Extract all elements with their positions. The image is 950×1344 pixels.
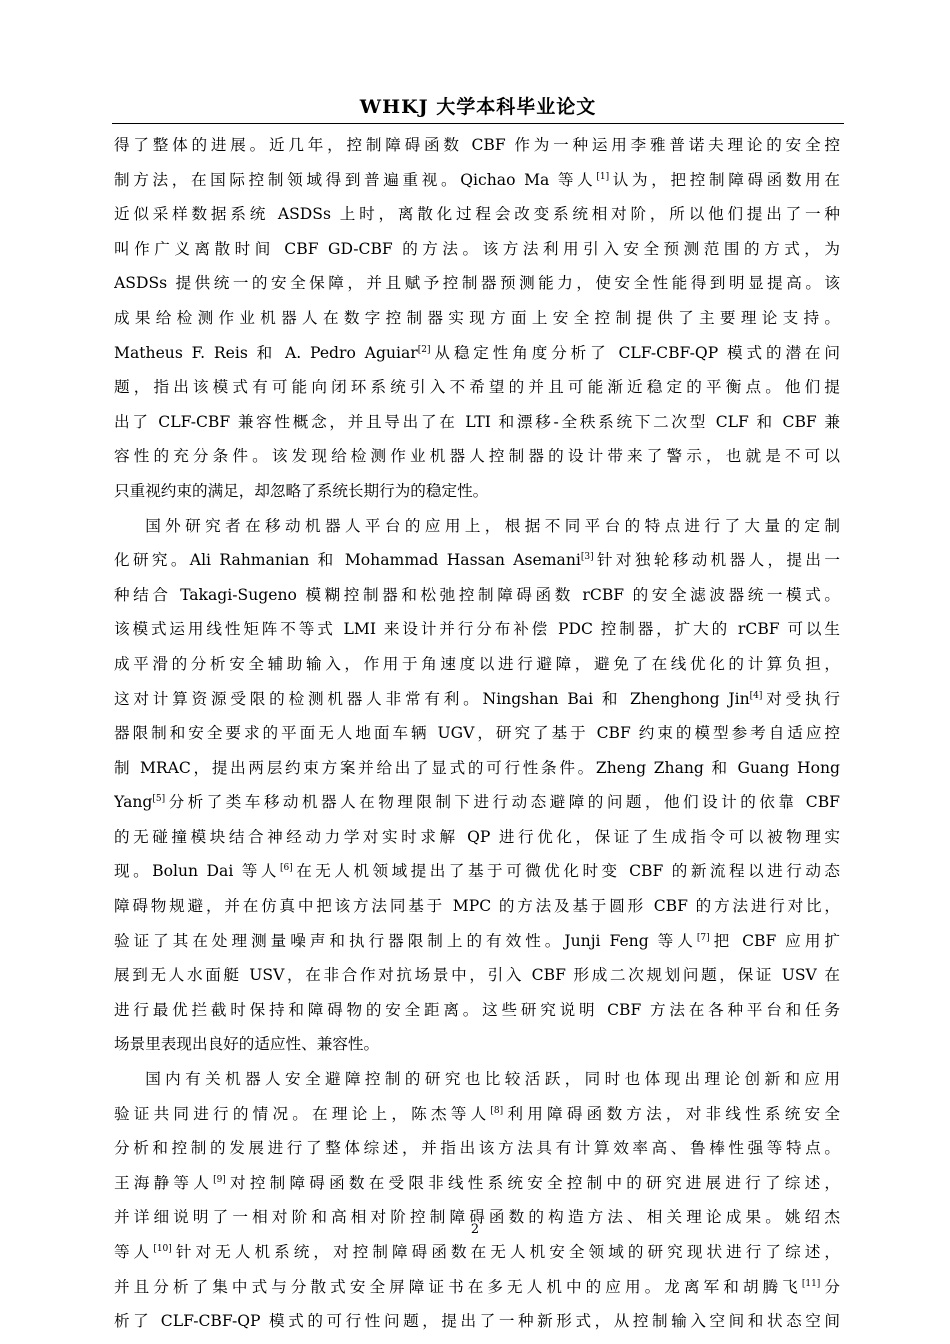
citation-marker: [9] — [213, 1174, 226, 1185]
text-line: 展到无人水面艇 USV，在非合作对抗场景中，引入 CBF 形成二次规划问题，保证 USV 在 — [114, 966, 840, 985]
text-line: 障碍物规避，并在仿真中把该方法同基于 MPC 的方法及基于圆形 CBF 的方法进行对比， — [114, 897, 840, 916]
text-line: 分析和控制的发展进行了整体综述，并指出该方法具有计算效率高、鲁棒性强等特点。 — [114, 1139, 840, 1158]
text-line: 得了整体的进展。近几年，控制障碍函数 CBF 作为一种运用李雅普诺夫理论的安全控 — [114, 136, 840, 154]
text-line: Yang[5]分析了类车移动机器人在物理限制下进行动态避障的问题，他们设计的依靠 CBF — [114, 793, 840, 812]
header-rule — [112, 123, 844, 124]
text-line: 进行最优拦截时保持和障碍物的安全距离。这些研究说明 CBF 方法在各种平台和任务 — [114, 1000, 840, 1019]
text-line: 的无碰撞模块结合神经动力学对实时求解 QP 进行优化，保证了生成指令可以被物理实 — [114, 827, 840, 846]
text-line: 容性的充分条件。该发现给检测作业机器人控制器的设计带来了警示，也就是不可以 — [114, 447, 840, 466]
body-text — [114, 128, 840, 1339]
text-line: 器限制和安全要求的平面无人地面车辆 UGV，研究了基于 CBF 约束的模型参考自适应控 — [114, 724, 840, 743]
text-line: 只重视约束的满足，却忽略了系统长期行为的稳定性。 — [114, 481, 489, 500]
text-line: 验证了其在处理测量噪声和执行器限制上的有效性。Junji Feng 等人[7]把 CBF 应用扩 — [114, 931, 840, 950]
text-line: 等人[10]针对无人机系统，对控制障碍函数在无人机安全领域的研究现状进行了综述， — [114, 1243, 840, 1261]
citation-marker: [2] — [417, 344, 431, 355]
text-line: 题，指出该模式有可能向闭环系统引入不希望的并且可能渐近稳定的平衡点。他们提 — [114, 378, 840, 397]
text-line: 叫作广义离散时间 CBF GD-CBF 的方法。该方法利用引入安全预测范围的方式，为 — [114, 239, 840, 258]
text-line: 成平滑的分析安全辅助输入，作用于角速度以进行避障，避免了在线优化的计算负担， — [114, 654, 840, 673]
text-line: 国内有关机器人安全避障控制的研究也比较活跃，同时也体现出理论创新和应用 — [145, 1070, 840, 1089]
text-line: 析了 CLF-CBF-QP 模式的可行性问题，提出了一种新形式，从控制输入空间和状态空间 — [114, 1312, 840, 1331]
citation-marker: [1] — [596, 171, 610, 182]
text-line: 种结合 Takagi-Sugeno 模糊控制器和松弛控制障碍函数 rCBF 的安全滤波器统一模式。 — [114, 585, 840, 604]
text-line: 该模式运用线性矩阵不等式 LMI 来设计并行分布补偿 PDC 控制器，扩大的 rCBF 可以生 — [114, 620, 840, 639]
text-line: 化研究。Ali Rahmanian 和 Mohammad Hassan Asemani[3]针对独轮移动机器人，提出一 — [114, 551, 840, 570]
text-line: 制 MRAC，提出两层约束方案并给出了显式的可行性条件。Zheng Zhang 和 Guang Hong — [114, 758, 840, 777]
text-line: 并且分析了集中式与分散式安全屏障证书在多无人机中的应用。龙离军和胡腾飞[11]分 — [114, 1277, 840, 1296]
text-line: 近似采样数据系统 ASDSs 上时，离散化过程会改变系统相对阶，所以他们提出了一种 — [114, 205, 840, 224]
running-header: WHKJ 大学本科毕业论文 — [359, 96, 597, 118]
citation-marker: [8] — [490, 1105, 504, 1116]
text-line: 成果给检测作业机器人在数字控制器实现方面上安全控制提供了主要理论支持。 — [114, 308, 840, 327]
text-line: ASDSs 提供统一的安全保障，并且赋予控制器预测能力，使安全性能得到明显提高。该 — [114, 274, 840, 293]
text-line: 国外研究者在移动机器人平台的应用上，根据不同平台的特点进行了大量的定制 — [145, 516, 840, 535]
text-line: 出了 CLF-CBF 兼容性概念，并且导出了在 LTI 和漂移-全秩系统下二次型 CLF 和 CBF 兼 — [114, 412, 840, 431]
citation-marker: [10] — [153, 1243, 172, 1254]
citation-marker: [11] — [801, 1278, 821, 1289]
citation-marker: [3] — [580, 551, 594, 562]
text-line: 现。Bolun Dai 等人[6]在无人机领域提出了基于可微优化时变 CBF 的新流程以进行动态 — [114, 862, 840, 881]
citation-marker: [7] — [696, 932, 710, 943]
text-line: 并详细说明了一相对阶和高相对阶控制障碍函数的构造方法、相关理论成果。姚绍杰 — [114, 1208, 840, 1227]
text-line: 王海静等人[9]对控制障碍函数在受限非线性系统安全控制中的研究进展进行了综述， — [114, 1173, 840, 1192]
page-number: 2 — [470, 1222, 480, 1237]
text-line: 验证共同进行的情况。在理论上，陈杰等人[8]利用障碍函数方法，对非线性系统安全 — [114, 1104, 840, 1123]
text-line: 场景里表现出良好的适应性、兼容性。 — [114, 1035, 380, 1054]
text-line: 制方法，在国际控制领域得到普遍重视。Qichao Ma 等人[1]认为，把控制障碍函数用在 — [114, 170, 840, 189]
citation-marker: [4] — [749, 690, 763, 701]
text-line: Matheus F. Reis 和 A. Pedro Aguiar[2]从稳定性角度分析了 CLF-CBF-QP 模式的潜在问 — [114, 343, 840, 362]
text-line: 这对计算资源受限的检测机器人非常有利。Ningshan Bai 和 Zhenghong Jin[4]对受执行 — [114, 689, 840, 708]
citation-marker: [6] — [279, 863, 293, 874]
citation-marker: [5] — [152, 794, 166, 805]
